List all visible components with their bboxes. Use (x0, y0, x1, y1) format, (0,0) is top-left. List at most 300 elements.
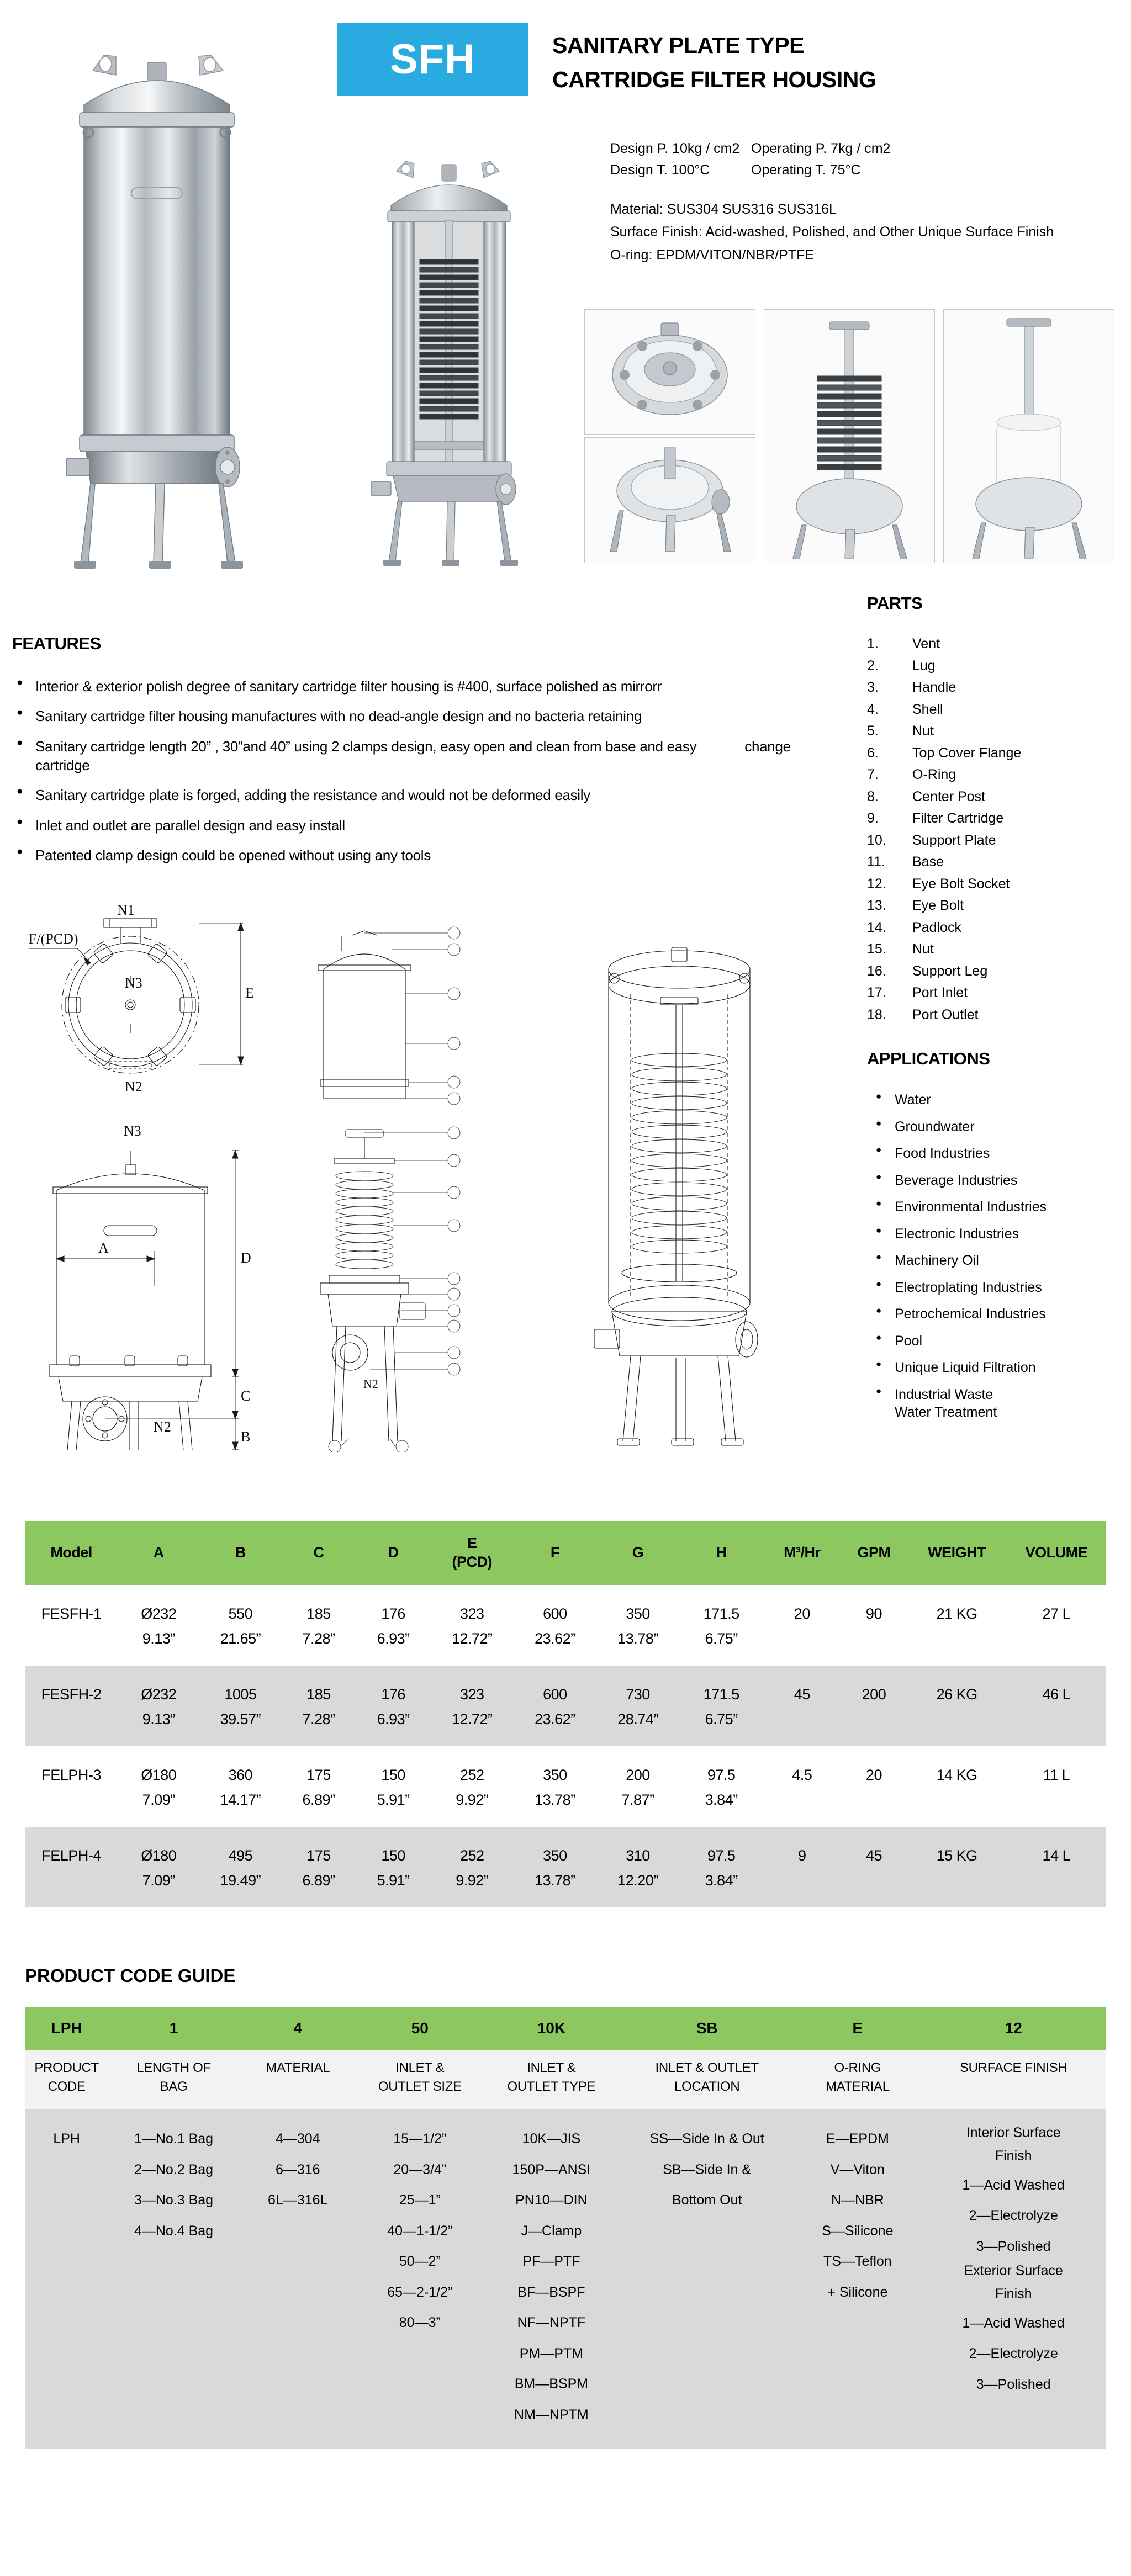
spec-cell: 252 (459, 1767, 484, 1783)
spec-header-b: B (199, 1521, 281, 1585)
pcg-options-oring (794, 2109, 921, 2449)
spec-cell: 150 (356, 1827, 431, 1867)
specifications-block (610, 138, 1054, 268)
operating-pressure: Operating P. 7kg / cm2 (751, 141, 891, 156)
spec-cell: 730 (596, 1666, 679, 1705)
spec-cell: 23.62” (514, 1705, 596, 1746)
parts-item (867, 873, 1127, 895)
o-ring-spec: O-ring: EPDM/VITON/NBR/PTFE (610, 247, 815, 263)
parts-item (867, 808, 1127, 830)
code-cell-surface-finish: 12 (921, 2007, 1106, 2050)
pcg-option: S—Silicone (822, 2223, 894, 2239)
parts-item (867, 699, 1127, 721)
spec-cell: 6.93” (356, 1705, 431, 1746)
pcg-header-line2: LOCATION (674, 2079, 740, 2095)
technical-drawings (17, 902, 845, 1463)
spec-cell: 171.5 (679, 1666, 763, 1705)
pcg-option: 3—No.3 Bag (134, 2192, 214, 2208)
pcg-option: 6—316 (275, 2161, 320, 2177)
pcg-option: TS—Teflon (823, 2254, 892, 2269)
pcg-header-line1: MATERIAL (266, 2060, 330, 2075)
spec-cell: 9.13” (118, 1705, 199, 1746)
design-temperature: Design T. 100°C (610, 162, 710, 178)
code-cell-material: 4 (239, 2007, 357, 2050)
spec-cell: 3.84” (705, 1791, 738, 1808)
spec-header-f: F (514, 1521, 596, 1585)
parts-label: Eye Bolt Socket (912, 876, 1010, 892)
product-photo-cutaway (331, 132, 569, 574)
parts-number: 1. (867, 636, 879, 651)
application-item: ● Water (867, 1091, 1127, 1109)
spec-cell: 600 (543, 1605, 567, 1622)
pcg-header-material (239, 2050, 357, 2109)
parts-item (867, 982, 1127, 1004)
parts-number: 10. (867, 832, 886, 848)
spec-cell: 176 (356, 1666, 431, 1705)
application-item: ● Beverage Industries (867, 1172, 1127, 1190)
parts-number: 6. (867, 745, 879, 761)
drawing-section-view (541, 916, 828, 1452)
spec-cell (763, 1786, 841, 1827)
pcg-option: 4—No.4 Bag (134, 2223, 214, 2239)
parts-label: Port Inlet (912, 985, 968, 1000)
spec-cell: 252 (431, 1827, 514, 1867)
feature-item (12, 737, 829, 775)
parts-item (867, 677, 1127, 699)
pcg-option: 6L—316L (268, 2192, 328, 2208)
feature-item-text: Sanitary cartridge length 20” , 30”and 40” using 2 clamps design, easy open and clean from base and easy (35, 738, 697, 755)
pcg-option: Finish (995, 2148, 1032, 2164)
pcg-option: 3—Polished (976, 2238, 1051, 2254)
parts-item (867, 830, 1127, 852)
parts-number: 4. (867, 701, 879, 717)
applications-list (867, 1091, 1127, 1422)
pcg-option: + Silicone (827, 2284, 888, 2300)
application-item-text: Industrial Waste (895, 1386, 993, 1402)
spec-cell: Ø180 (141, 1767, 177, 1783)
spec-cell: 9.13” (142, 1630, 175, 1647)
spec-cell (841, 1786, 907, 1827)
pcg-option: 150P—ANSI (512, 2161, 591, 2177)
spec-table-header-row (25, 1521, 1106, 1585)
application-item (867, 1386, 1127, 1422)
pcg-options-surface-finish (921, 2109, 1106, 2449)
spec-cell: 350 (514, 1827, 596, 1867)
pcg-option: J—Clamp (521, 2223, 582, 2239)
pcg-option: NM—NPTM (514, 2407, 589, 2423)
spec-header-a: A (118, 1521, 199, 1585)
spec-header-weight: WEIGHT (907, 1521, 1007, 1585)
parts-item (867, 961, 1127, 983)
spec-cell: 600 (514, 1666, 596, 1705)
spec-cell: Ø232 (118, 1666, 199, 1705)
spec-cell: 39.57” (199, 1705, 281, 1746)
spec-cell: 350 (626, 1605, 650, 1622)
surface-finish-spec: Surface Finish: Acid-washed, Polished, and Other Unique Surface Finish (610, 224, 1054, 240)
pcg-option: 15—1/2” (393, 2131, 447, 2146)
spec-cell: 23.62” (535, 1630, 575, 1647)
spec-cell: 13.78” (535, 1791, 575, 1808)
sfh-logo (337, 23, 528, 96)
spec-cell: 200 (626, 1767, 650, 1783)
pcg-option: 25—1” (399, 2192, 441, 2208)
pcg-header-line2: OUTLET TYPE (507, 2079, 596, 2095)
feature-item-continuation: change cartridge (35, 738, 791, 773)
spec-cell: 350 (543, 1767, 567, 1783)
thumbnail-top-cover (584, 309, 755, 435)
drawing-front-view (22, 1123, 254, 1452)
pcg-option: V—Viton (830, 2161, 885, 2177)
pcg-header-length (108, 2050, 239, 2109)
spec-cell: 14 KG (936, 1767, 977, 1783)
application-item-continuation: Water Treatment (895, 1404, 997, 1420)
label-a: A (98, 1240, 109, 1256)
spec-cell: 20 (865, 1767, 882, 1783)
pcg-header-line1: LENGTH OF (136, 2060, 211, 2075)
parts-label: Support Plate (912, 832, 996, 848)
parts-number: 13. (867, 898, 886, 913)
operating-temperature: Operating T. 75°C (751, 162, 861, 178)
pcg-option: Bottom Out (672, 2192, 742, 2208)
spec-header-c: C (281, 1521, 356, 1585)
spec-cell (1007, 1867, 1106, 1907)
spec-cell: 7.87” (621, 1791, 654, 1808)
spec-header-h: H (679, 1521, 763, 1585)
pcg-option: 40—1-1/2” (387, 2223, 453, 2239)
spec-cell: 550 (228, 1605, 253, 1622)
pcg-option: PN10—DIN (515, 2192, 588, 2208)
spec-cell-model: FESFH-2 (25, 1666, 118, 1705)
pcg-header-oring (794, 2050, 921, 2109)
parts-item (867, 1004, 1127, 1026)
table-row (25, 1585, 1106, 1625)
code-cell-size: 50 (357, 2007, 483, 2050)
spec-cell: 1005 (199, 1666, 281, 1705)
pcg-options-location (620, 2109, 794, 2449)
pcg-option: 1—No.1 Bag (134, 2131, 214, 2146)
parts-number: 12. (867, 876, 886, 892)
application-item: ● Groundwater (867, 1118, 1127, 1136)
spec-cell: 14.17” (220, 1791, 261, 1808)
parts-number: 8. (867, 788, 879, 804)
spec-cell (1007, 1786, 1106, 1827)
spec-cell: 7.09” (118, 1867, 199, 1907)
product-code-header-row (25, 2050, 1106, 2109)
spec-cell: 185 (306, 1605, 331, 1622)
parts-item (867, 851, 1127, 873)
pcg-option: 20—3/4” (393, 2161, 447, 2177)
label-n1: N1 (117, 902, 135, 918)
feature-item: ● Sanitary cartridge plate is forged, adding the resistance and would not be deformed easily (12, 786, 829, 804)
spec-cell (841, 1705, 907, 1746)
pcg-option: 1—Acid Washed (962, 2177, 1065, 2193)
table-row (25, 1867, 1106, 1907)
feature-item: ● Patented clamp design could be opened without using any tools (12, 846, 829, 865)
spec-cell: 28.74” (596, 1705, 679, 1746)
spec-cell: 26 KG (907, 1666, 1007, 1705)
parts-label: O-Ring (912, 767, 956, 782)
application-item: ● Food Industries (867, 1144, 1127, 1163)
feature-item: ● Interior & exterior polish degree of sanitary cartridge filter housing is #400, surface polished as mirrorr (12, 677, 829, 696)
pcg-header-line1: O-RING (834, 2060, 881, 2075)
spec-cell (907, 1867, 1007, 1907)
parts-number: 16. (867, 963, 886, 979)
spec-cell: Ø180 (118, 1827, 199, 1867)
spec-cell: 6.89” (302, 1791, 335, 1808)
pcg-header-surface-finish (921, 2050, 1106, 2109)
spec-cell: 7.28” (302, 1630, 335, 1647)
product-code-guide-title: PRODUCT CODE GUIDE (25, 1965, 236, 1986)
pcg-option: Finish (995, 2286, 1032, 2302)
pcg-header-line1: SURFACE FINISH (959, 2060, 1067, 2075)
pcg-option: 4—304 (275, 2131, 320, 2146)
application-item: ● Electroplating Industries (867, 1279, 1127, 1297)
parts-section (867, 593, 1127, 1026)
parts-label: Nut (912, 941, 934, 957)
spec-cell (1007, 1625, 1106, 1666)
spec-cell: 150 (381, 1767, 405, 1783)
label-b: B (241, 1429, 251, 1445)
thumbnail-cartridge-stack (764, 309, 935, 563)
product-code-row (25, 2007, 1106, 2050)
applications-section (867, 1049, 1127, 1430)
design-pressure: Design P. 10kg / cm2 (610, 141, 740, 156)
pcg-header-line2: BAG (160, 2079, 188, 2095)
pcg-header-line2: OUTLET SIZE (378, 2079, 462, 2095)
feature-item: ● Inlet and outlet are parallel design and easy install (12, 816, 829, 835)
label-n3-front: N3 (124, 1123, 141, 1139)
spec-cell (25, 1786, 118, 1827)
parts-item (867, 895, 1127, 917)
parts-item (867, 743, 1127, 765)
parts-list (867, 633, 1127, 1026)
title-line-1: SANITARY PLATE TYPE (552, 33, 804, 58)
logo-text: SFH (390, 36, 475, 83)
parts-item (867, 633, 1127, 655)
pcg-header-line2: MATERIAL (825, 2079, 890, 2095)
spec-cell: 6.89” (281, 1867, 356, 1907)
pcg-option: NF—NPTF (517, 2315, 586, 2330)
product-code-guide-table (25, 2007, 1106, 2449)
application-item: ● Electronic Industries (867, 1225, 1127, 1243)
product-thumbnail-strip (584, 309, 1120, 563)
parts-label: Filter Cartridge (912, 810, 1004, 826)
spec-cell: 12.20” (596, 1867, 679, 1907)
parts-label: Port Outlet (912, 1006, 979, 1022)
spec-cell (763, 1705, 841, 1746)
parts-item (867, 917, 1127, 939)
spec-cell: 3.84” (679, 1867, 763, 1907)
label-d: D (241, 1250, 251, 1266)
spec-cell: 9 (763, 1827, 841, 1867)
spec-header-d: D (356, 1521, 431, 1585)
parts-item (867, 764, 1127, 786)
spec-cell: 185 (281, 1666, 356, 1705)
parts-label: Padlock (912, 919, 961, 935)
parts-title: PARTS (867, 593, 923, 613)
product-code-options-row (25, 2109, 1106, 2449)
table-row (25, 1746, 1106, 1786)
spec-cell: 14 L (1007, 1827, 1106, 1867)
pcg-header-line1: INLET & (395, 2060, 445, 2075)
pcg-header-type (483, 2050, 620, 2109)
pcg-header-size (357, 2050, 483, 2109)
spec-cell: 5.91” (377, 1791, 410, 1808)
spec-cell: Ø232 (141, 1605, 177, 1622)
spec-cell: 323 (431, 1666, 514, 1705)
table-row (25, 1786, 1106, 1827)
parts-item (867, 720, 1127, 743)
parts-label: Shell (912, 701, 943, 717)
application-item: ● Pool (867, 1332, 1127, 1350)
parts-number: 5. (867, 723, 879, 739)
spec-cell: 323 (459, 1605, 484, 1622)
code-cell-type: 10K (483, 2007, 620, 2050)
product-photo-main (33, 22, 309, 585)
spec-cell: 175 (281, 1827, 356, 1867)
pcg-header-line1: PRODUCT (34, 2060, 99, 2075)
pcg-option: SS—Side In & Out (649, 2131, 764, 2146)
spec-cell: 7.28” (281, 1705, 356, 1746)
label-c: C (241, 1388, 251, 1404)
spec-table-body (25, 1585, 1106, 1907)
parts-number: 2. (867, 658, 879, 674)
label-n2-front: N2 (154, 1419, 171, 1435)
spec-cell: 21 KG (936, 1605, 977, 1622)
parts-label: Top Cover Flange (912, 745, 1022, 761)
pcg-options-product (25, 2109, 108, 2449)
code-cell-location: SB (620, 2007, 794, 2050)
parts-label: Handle (912, 680, 956, 695)
parts-number: 17. (867, 985, 886, 1000)
parts-number: 15. (867, 941, 886, 957)
spec-cell (25, 1705, 118, 1746)
features-title: FEATURES (12, 634, 101, 653)
spec-cell: 27 L (1042, 1605, 1071, 1622)
spec-cell: 6.93” (377, 1630, 410, 1647)
spec-cell: 7.09” (142, 1791, 175, 1808)
spec-cell: 11 L (1043, 1767, 1070, 1783)
spec-cell: 45 (763, 1666, 841, 1705)
spec-cell: 360 (228, 1767, 253, 1783)
drawing-side-view (282, 916, 503, 1452)
application-item: ● Unique Liquid Filtration (867, 1359, 1127, 1377)
label-n2-top: N2 (125, 1079, 142, 1095)
table-row (25, 1705, 1106, 1746)
spec-header-volume: VOLUME (1007, 1521, 1106, 1585)
spec-cell: 15 KG (907, 1827, 1007, 1867)
parts-label: Vent (912, 636, 940, 651)
parts-number: 9. (867, 810, 879, 826)
spec-cell: 19.49” (199, 1867, 281, 1907)
parts-item (867, 655, 1127, 677)
pcg-header-product (25, 2050, 108, 2109)
spec-cell (25, 1625, 118, 1666)
features-list (12, 677, 829, 865)
spec-header-e-letter: E (467, 1535, 477, 1552)
specification-table (25, 1521, 1106, 1907)
spec-cell (763, 1867, 841, 1907)
spec-header-e-sub: (PCD) (452, 1554, 492, 1570)
spec-cell: 97.5 (707, 1767, 736, 1783)
parts-number: 11. (867, 854, 885, 870)
spec-cell: 13.78” (514, 1867, 596, 1907)
pcg-option: 80—3” (399, 2315, 441, 2330)
pcg-option: 1—Acid Washed (962, 2315, 1065, 2331)
spec-cell: 6.75” (705, 1630, 738, 1647)
pcg-option: PM—PTM (519, 2345, 584, 2361)
pcg-option: E—EPDM (826, 2131, 889, 2146)
application-item: ● Machinery Oil (867, 1252, 1127, 1270)
spec-header-model: Model (25, 1521, 118, 1585)
parts-label: Center Post (912, 788, 986, 804)
table-row (25, 1827, 1106, 1867)
application-item: ● Petrochemical Industries (867, 1305, 1127, 1323)
pcg-header-line1: INLET & OUTLET (655, 2060, 759, 2075)
pcg-options-type (483, 2109, 620, 2449)
pcg-option: 10K—JIS (522, 2131, 581, 2146)
spec-cell (907, 1786, 1007, 1827)
label-f-pcd: F/(PCD) (29, 931, 78, 947)
parts-label: Support Leg (912, 963, 988, 979)
spec-cell: 12.72” (451, 1630, 493, 1647)
application-item: ● Environmental Industries (867, 1198, 1127, 1216)
parts-label: Nut (912, 723, 934, 739)
spec-table-head (25, 1521, 1106, 1585)
spec-cell: 97.5 (679, 1827, 763, 1867)
applications-title: APPLICATIONS (867, 1049, 990, 1068)
code-cell-product: LPH (25, 2007, 108, 2050)
spec-cell: 46 L (1007, 1666, 1106, 1705)
spec-cell (25, 1867, 118, 1907)
spec-cell: 90 (865, 1605, 882, 1622)
pcg-option: 50—2” (399, 2254, 441, 2269)
spec-cell: 171.5 (703, 1605, 739, 1622)
spec-cell: 200 (841, 1666, 907, 1705)
spec-cell: 5.91” (356, 1867, 431, 1907)
pcg-option: PF—PTF (522, 2254, 580, 2269)
spec-cell: 13.78” (617, 1630, 658, 1647)
spec-cell: 21.65” (220, 1630, 261, 1647)
spec-cell (1007, 1705, 1106, 1746)
title-line-2: CARTRIDGE FILTER HOUSING (552, 66, 876, 92)
parts-label: Lug (912, 658, 936, 674)
pcg-header-line1: INLET & (527, 2060, 576, 2075)
spec-header-g: G (596, 1521, 679, 1585)
spec-cell: 4.5 (792, 1767, 812, 1783)
spec-cell: 176 (381, 1605, 405, 1622)
label-n2-side: N2 (363, 1377, 378, 1391)
pcg-option: Interior Surface (966, 2125, 1061, 2140)
spec-cell-model: FELPH-3 (41, 1767, 101, 1783)
spec-cell: 6.75” (679, 1705, 763, 1746)
spec-cell (841, 1625, 907, 1666)
pcg-option: BM—BSPM (514, 2376, 589, 2392)
spec-cell (907, 1705, 1007, 1746)
label-n3-top: N3 (125, 975, 142, 991)
spec-cell: 20 (794, 1605, 810, 1622)
feature-item: ● Sanitary cartridge filter housing manufactures with no dead-angle design and no bacteria retaining (12, 707, 829, 725)
table-row (25, 1625, 1106, 1666)
pcg-option: 2—No.2 Bag (134, 2161, 214, 2177)
drawing-top-view (22, 902, 254, 1137)
features-section (12, 634, 829, 876)
table-row (25, 1666, 1106, 1705)
pcg-option: 2—Electrolyze (969, 2208, 1058, 2223)
parts-item (867, 939, 1127, 961)
spec-cell (907, 1625, 1007, 1666)
pcg-options-material (239, 2109, 357, 2449)
